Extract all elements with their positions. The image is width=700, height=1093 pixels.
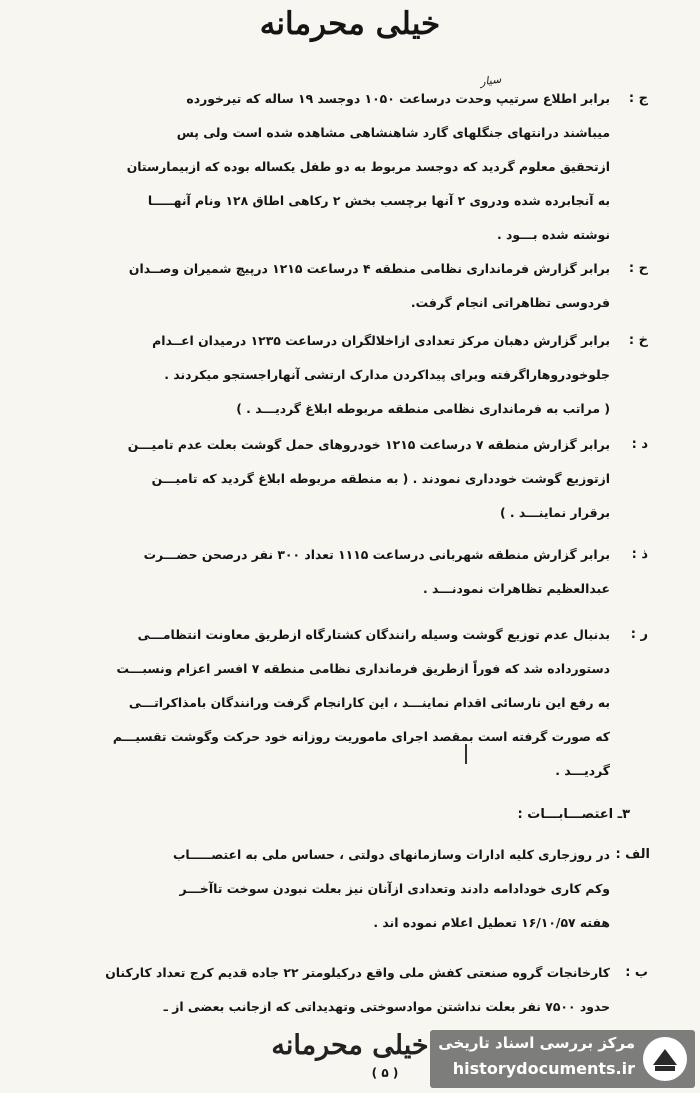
- item-marker: ر :: [630, 627, 648, 642]
- report-item: [80, 956, 610, 1024]
- watermark-url: historydocuments.ir: [452, 1059, 635, 1078]
- item-marker: ذ :: [631, 547, 648, 562]
- classification-header: خیلی محرمانه: [259, 6, 441, 42]
- text-line: برقرار نماینـــد . ): [499, 505, 610, 520]
- text-line: حدود ۷۵۰۰ نفر بعلت نداشتن موادسوختی وتهدیداتی که ازجانب بعضی از ـ: [163, 999, 610, 1014]
- item-marker: ح :: [628, 261, 648, 276]
- section-heading: ۳ـ اعتصـــابـــات :: [517, 807, 630, 822]
- item-marker: الف :: [615, 847, 650, 862]
- report-item: [80, 618, 610, 788]
- text-line: برابر گزارش منطقه شهربانی درساعت ۱۱۱۵ تعداد ۳۰۰ نفر درصحن حضـــرت: [143, 547, 610, 562]
- page-number: ( ۵ ): [371, 1066, 399, 1080]
- report-item: [80, 538, 610, 606]
- text-line: دستورداده شد که فوراً ازطریق فرمانداری نظامی منطقه ۷ افسر اعزام ونسبـــت: [116, 661, 610, 676]
- pen-mark: [465, 744, 467, 764]
- text-line: در روزجاری کلیه ادارات وسازمانهای دولتی ، حساس ملی به اعتصـــــاب: [172, 847, 610, 862]
- item-marker: خ :: [628, 333, 648, 348]
- report-item: [80, 324, 610, 426]
- text-line: که صورت گرفته است بمقصد اجرای ماموریت روزانه خود حرکت وگوشت تقسیـــم: [112, 729, 610, 744]
- report-item: [80, 82, 610, 252]
- text-line: برابر گزارش دهبان مرکز تعدادی ازاخلالگران درساعت ۱۲۳۵ درمیدان اعــدام: [152, 333, 610, 348]
- text-line: هفته ۱۶/۱۰/۵۷ تعطیل اعلام نموده اند .: [373, 915, 610, 930]
- text-line: بدنبال عدم توزیع گوشت وسیله رانندگان کشتارگاه ازطریق معاونت انتظامـــی: [137, 627, 610, 642]
- watermark-org-name: مرکز بررسی اسناد تاریخی: [438, 1034, 635, 1052]
- text-line: ( مراتب به فرمانداری نظامی منطقه مربوطه ابلاغ گردیـــد . ): [236, 401, 610, 416]
- item-marker: د :: [631, 437, 648, 452]
- report-item: [80, 428, 610, 530]
- text-line: ازتحقیق معلوم گردید که دوجسد مربوط به دو طفل یکساله بوده که ازبیمارستان: [126, 159, 610, 174]
- archive-logo-icon: [641, 1035, 689, 1083]
- report-item: [80, 838, 610, 940]
- text-line: برابر اطلاع سرتیپ وحدت درساعت ۱۰۵۰ دوجسد ۱۹ ساله که تیرخورده: [186, 91, 610, 106]
- item-marker: ج :: [628, 91, 648, 106]
- text-line: کارخانجات گروه صنعتی کفش ملی واقع درکیلومتر ۲۲ جاده قدیم کرج تعداد کارکنان: [105, 965, 610, 980]
- item-marker: ب :: [625, 965, 648, 980]
- text-line: نوشته شده بـــود .: [497, 227, 610, 242]
- text-line: عبدالعظیم تظاهرات نمودنـــد .: [422, 581, 610, 596]
- report-item: [80, 252, 610, 320]
- text-line: جلوخودروهاراگرفته وبرای پیداکردن مدارک ارتشی آنهاراجستجو میکردند .: [164, 367, 610, 382]
- text-line: گردیـــد .: [555, 763, 610, 778]
- text-line: برابر گزارش منطقه ۷ درساعت ۱۲۱۵ خودروهای حمل گوشت بعلت عدم تامیـــن: [127, 437, 610, 452]
- classification-footer: خیلی محرمانه: [271, 1030, 429, 1061]
- watermark-banner: [430, 1030, 695, 1088]
- text-line: ازتوزیع گوشت خودداری نمودند . ( به منطقه مربوطه ابلاغ گردید که تامیـــن: [151, 471, 610, 486]
- text-line: میباشند درانتهای جنگلهای گارد شاهنشاهی مشاهده شده است ولی پس: [176, 125, 610, 140]
- text-line: به رفع این نارسائی اقدام نماینـــد ، این کارانجام گرفت ورانندگان بامذاکراتـــی: [128, 695, 610, 710]
- text-line: برابر گزارش فرمانداری نظامی منطقه ۴ درساعت ۱۲۱۵ درپیچ شمیران وصــدان: [128, 261, 610, 276]
- text-line: به آنجابرده شده ودروی ۲ آنها برچسب بخش ۲ رکاهی اطاق ۱۲۸ ونام آنهـــــا: [147, 193, 610, 208]
- handwritten-annotation: سیار: [479, 72, 503, 89]
- text-line: وکم کاری خودادامه دادند وتعدادی ازآنان نیز بعلت نبودن سوخت تاآخـــر: [179, 881, 610, 896]
- text-line: فردوسی تظاهراتی انجام گرفت.: [410, 295, 610, 310]
